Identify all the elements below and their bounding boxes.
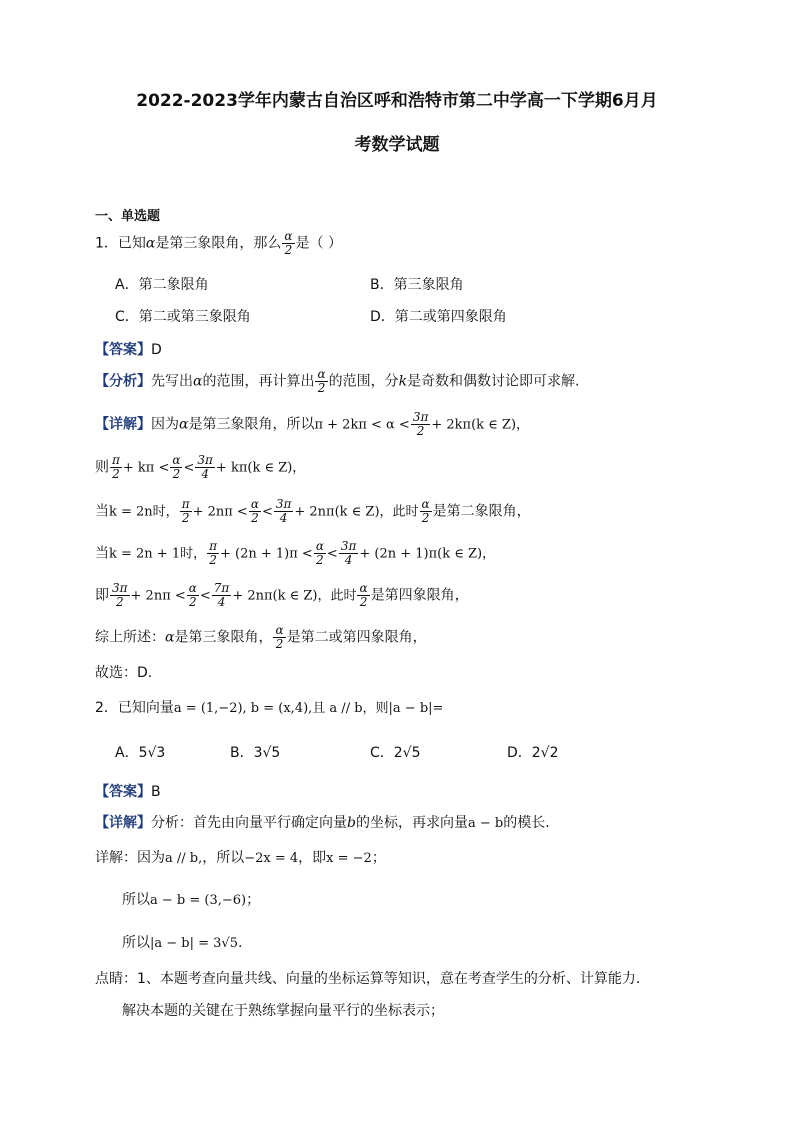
- title-line-2: 考数学试题: [354, 135, 440, 155]
- q1-frac-alpha-2: $\frac{\alpha}{2}$: [284, 229, 293, 257]
- q1-option-d: D．第二或第四象限角: [370, 309, 507, 325]
- q1-option-a: A．第二象限角: [115, 277, 209, 293]
- answer-tag: 【答案】: [95, 342, 151, 358]
- analysis-text: 是奇数和偶数讨论即可求解.: [407, 373, 580, 390]
- q2-answer: 【答案】B: [95, 784, 161, 800]
- answer-value: D: [151, 342, 162, 358]
- frac-alpha-2: $\frac{\alpha}{2}$: [317, 367, 326, 395]
- q2-detail: 【详解】分析：首先由向量平行确定向量b的坐标，再求向量a − b的模长.: [95, 815, 550, 831]
- q1-option-c: C．第二或第三象限角: [115, 309, 251, 325]
- q1-detail-line-1: 【详解】因为α是第三象限角，所以π + 2kπ < α < $\frac{3\pi}{2}$ + 2kπ(k ∈ Z)，: [95, 410, 530, 438]
- q1-detail-line-3: 当k = 2n时， $\frac{\pi}{2}$ + 2nπ < $\frac{\alpha}{2}$ < $\frac{3\pi}{4}$ + 2nπ(k ∈ Z)，此时 $\frac{\alpha}{2}$ 是第二象限角，: [95, 497, 531, 525]
- q2-detail-line-1: 详解：因为a // b,，所以−2x = 4，即x = −2；: [95, 850, 386, 866]
- q2-option-d: D．2√2: [507, 745, 559, 761]
- q1-analysis: 【分析】先写出α的范围，再计算出 $\frac{\alpha}{2}$ 的范围，分k是奇数和偶数讨论即可求解.: [95, 367, 580, 395]
- q1-stem: [95, 230, 342, 257]
- q2-option-c: C．2√5: [370, 745, 421, 761]
- q2-note-2: 解决本题的关键在于熟练掌握向量平行的坐标表示；: [122, 1003, 444, 1019]
- q2-detail-line-3: 所以|a − b| = 3√5.: [122, 935, 243, 951]
- analysis-tag: 【分析】: [95, 373, 151, 390]
- section-heading: 一、单选题: [95, 209, 161, 224]
- frac-3pi-2: $\frac{3\pi}{2}$: [412, 410, 429, 438]
- q2-option-b: B．3√5: [230, 745, 281, 761]
- detail-tag: 【详解】: [95, 416, 151, 433]
- q2-stem: 2．已知向量a = (1,−2), b = (x,4),且 a // b，则|a − b|=: [95, 700, 444, 716]
- title-line-1: 2022-2023学年内蒙古自治区呼和浩特市第二中学高一下学期6月月: [136, 91, 658, 111]
- q1-detail-line-2: 则 $\frac{\pi}{2}$ + kπ < $\frac{\alpha}{2}$ < $\frac{3\pi}{4}$ + kπ(k ∈ Z)，: [95, 453, 306, 481]
- analysis-text: 先写出: [151, 373, 193, 390]
- analysis-text: 的范围，再计算出: [202, 373, 315, 390]
- q1-alpha: α: [145, 235, 156, 252]
- q1-detail-line-4: 当k = 2n + 1时， $\frac{\pi}{2}$ + (2n + 1)π < $\frac{\alpha}{2}$ < $\frac{3\pi}{4}$ + (2n + 1)π(k ∈ Z)，: [95, 539, 496, 567]
- alpha-symbol: α: [193, 373, 203, 390]
- analysis-text: 的范围，分: [328, 373, 399, 390]
- q1-choose: 故选：D.: [95, 665, 153, 681]
- q1-answer: [95, 339, 162, 359]
- q2-option-a: A．5√3: [115, 745, 166, 761]
- q1-stem-prefix: 1．已知: [95, 235, 146, 252]
- q1-stem-mid: 是第三象限角，那么: [155, 235, 282, 252]
- q1-stem-suffix: 是（ ）: [295, 235, 342, 252]
- q2-note-1: 点睛：1、本题考查向量共线、向量的坐标运算等知识，意在考查学生的分析、计算能力.: [95, 971, 641, 987]
- q1-summary: 综上所述：α是第三象限角， $\frac{\alpha}{2}$ 是第二或第四象限角，: [95, 623, 427, 651]
- q1-detail-line-5: 即 $\frac{3\pi}{2}$ + 2nπ < $\frac{\alpha}{2}$ < $\frac{7\pi}{4}$ + 2nπ(k ∈ Z)，此时 $\frac{\alpha}{2}$ 是第四象限角，: [95, 581, 469, 609]
- q2-detail-line-2: 所以a − b = (3,−6)；: [122, 892, 261, 908]
- q1-option-b: B．第三象限角: [370, 277, 464, 293]
